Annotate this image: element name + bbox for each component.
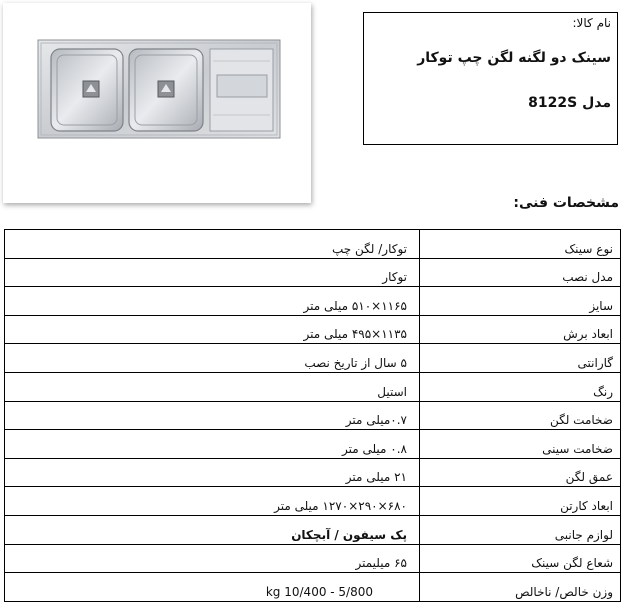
spec-value: ۱۱۳۵×۴۹۵ میلی متر xyxy=(5,315,420,344)
table-row xyxy=(5,573,621,602)
spec-label: سایز xyxy=(420,287,621,316)
model-code: 8122S xyxy=(528,95,578,111)
spec-label: ابعاد برش xyxy=(420,315,621,344)
spec-value: ۲۱ میلی متر xyxy=(5,458,420,487)
spec-label: لوازم جانبی xyxy=(420,515,621,544)
spec-value: ۶۵ میلیمتر xyxy=(5,544,420,573)
table-row xyxy=(5,287,621,316)
table-row xyxy=(5,401,621,430)
table-row xyxy=(5,230,621,259)
product-name-label: نام کالا: xyxy=(572,16,611,30)
product-model xyxy=(528,95,611,111)
table-row xyxy=(5,515,621,544)
spec-value: توکار xyxy=(5,258,420,287)
spec-value: استیل xyxy=(5,372,420,401)
spec-label: شعاع لگن سینک xyxy=(420,544,621,573)
table-row xyxy=(5,544,621,573)
spec-value: ۰.۷میلی متر xyxy=(5,401,420,430)
sink-illustration xyxy=(3,3,311,203)
spec-label: رنگ xyxy=(420,372,621,401)
spec-label: ضخامت سینی xyxy=(420,430,621,459)
table-row xyxy=(5,258,621,287)
spec-label: نوع سینک xyxy=(420,230,621,259)
specs-heading: مشخصات فنی: xyxy=(513,195,619,211)
spec-label: وزن خالص/ ناخالص xyxy=(420,573,621,602)
spec-label: گارانتی xyxy=(420,344,621,373)
table-row xyxy=(5,430,621,459)
product-info-box xyxy=(363,12,618,145)
table-row xyxy=(5,372,621,401)
spec-value: ۱۱۶۵×۵۱۰ میلی متر xyxy=(5,287,420,316)
spec-value: پک سیفون / آبچکان xyxy=(5,515,420,544)
table-row xyxy=(5,487,621,516)
spec-value: ۰.۸ میلی متر xyxy=(5,430,420,459)
spec-label: مدل نصب xyxy=(420,258,621,287)
spec-label: عمق لگن xyxy=(420,458,621,487)
spec-value: ۶۸۰×۲۹۰×۱۲۷۰ میلی متر xyxy=(5,487,420,516)
spec-value: kg 10/400 - 5/800 xyxy=(5,573,420,602)
spec-label: ابعاد کارتن xyxy=(420,487,621,516)
table-row xyxy=(5,458,621,487)
table-row xyxy=(5,315,621,344)
spec-value: ۵ سال از تاریخ نصب xyxy=(5,344,420,373)
product-photo xyxy=(3,3,311,203)
specs-table xyxy=(4,229,621,602)
model-label: مدل xyxy=(582,95,611,111)
spec-value: توکار/ لگن چپ xyxy=(5,230,420,259)
spec-label: ضخامت لگن xyxy=(420,401,621,430)
table-row xyxy=(5,344,621,373)
product-title: سینک دو لگنه لگن چپ توکار xyxy=(417,50,611,66)
